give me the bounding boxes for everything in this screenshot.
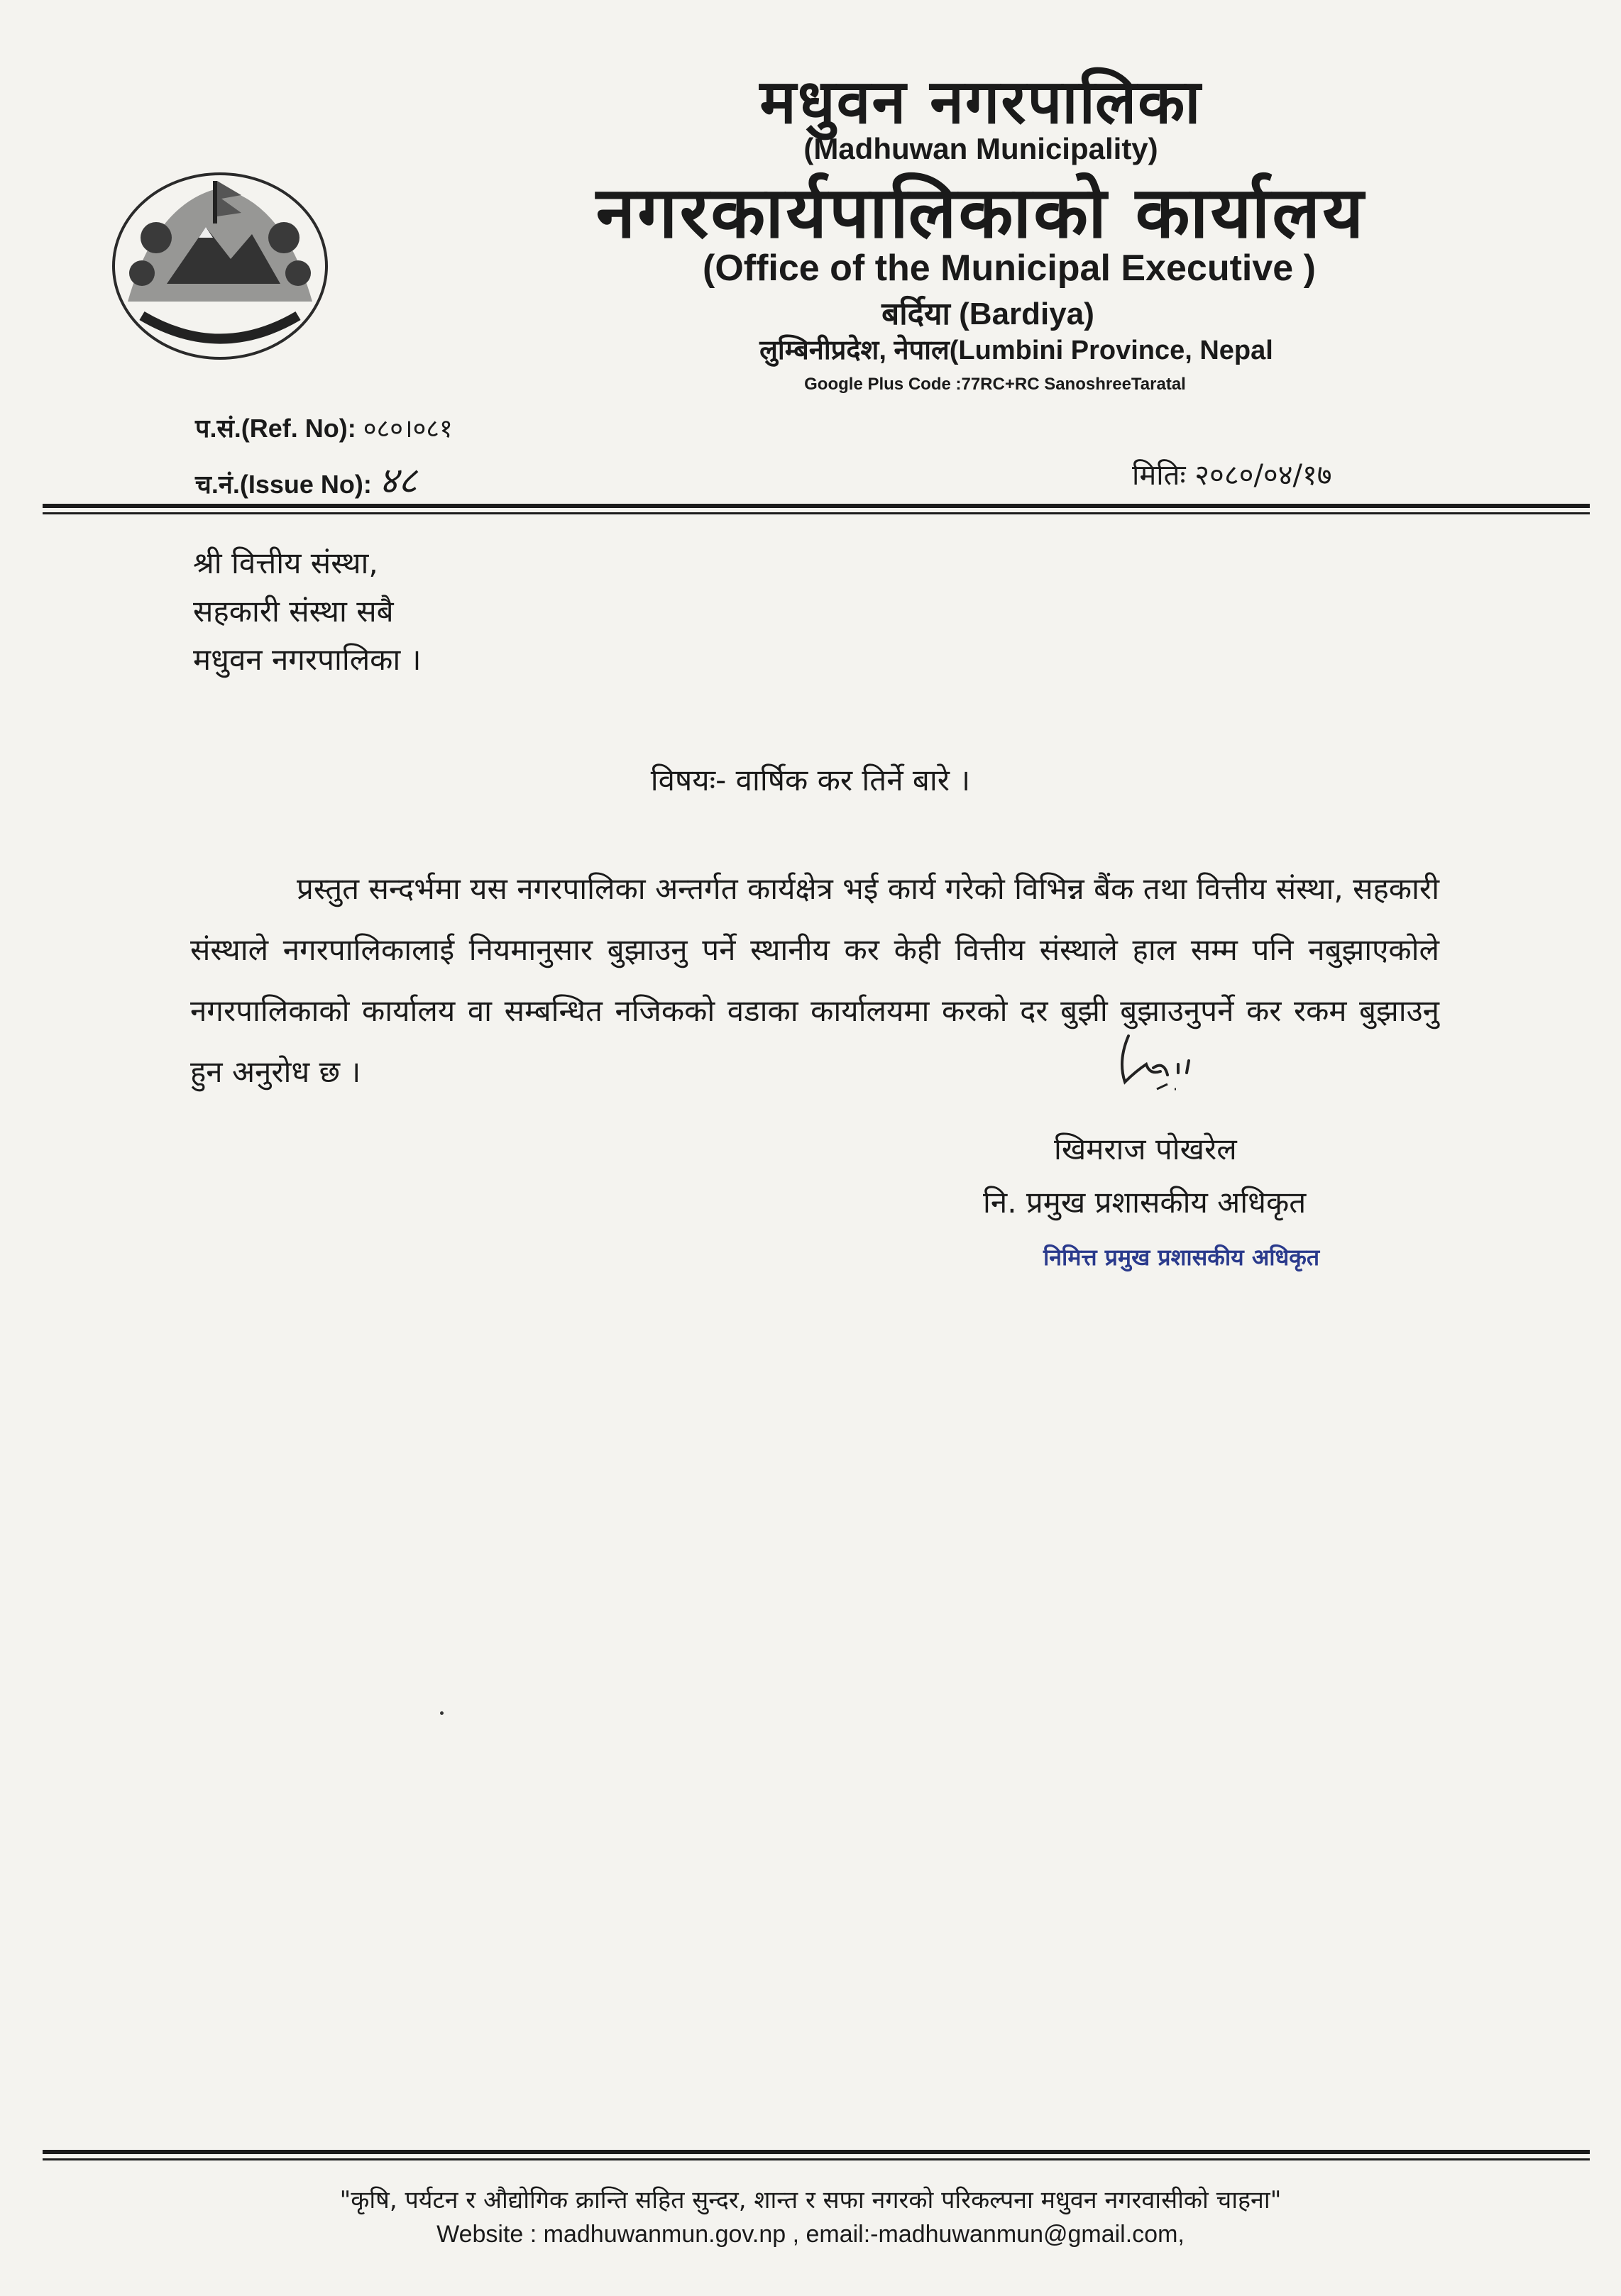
footer-rule-thin (43, 2158, 1590, 2160)
issue-value: ४८ (378, 460, 417, 502)
letter-date (1132, 454, 1332, 493)
province-name: लुम्बिनीप्रदेश, नेपाल(Lumbini Province, Nepal (759, 336, 1273, 365)
date-label: मितिः (1132, 459, 1186, 492)
signer-title: नि. प्रमुख प्रशासकीय अधिकृत (983, 1185, 1307, 1220)
issue-label: च.नं.(Issue No): (195, 470, 372, 499)
footer-rule (43, 2150, 1590, 2154)
letter-body: प्रस्तुत सन्दर्भमा यस नगरपालिका अन्तर्गत कार्यक्षेत्र भई कार्य गरेको विभिन्न बैंक तथा वित्तीय संस्था, सहकारी संस्थाले नगरपालिकालाई नियमानुसार बुझाउनु पर्ने स्थानीय कर केही वित्तीय संस्थाले हाल सम्म पनि नबुझाएकोले नगरपालिकाको कार्यालय वा सम्बन्धित नजिकको वडाका कार्यालयमा करको दर बुझी बुझाउनुपर्ने कर रकम बुझाउनु हुन अनुरोध छ । (190, 871, 1439, 1089)
header-rule-thin (43, 512, 1590, 514)
addressee-block (193, 539, 422, 684)
date-value: २०८०/०४/१७ (1194, 459, 1332, 492)
ref-value: ०८०।०८१ (363, 414, 453, 443)
signer-name: खिमराज पोखरेल (1054, 1132, 1237, 1166)
district-name: बर्दिया (Bardiya) (881, 297, 1094, 331)
office-name-english: (Office of the Municipal Executive ) (703, 248, 1316, 289)
footer-contact: Website : madhuwanmun.gov.np , email:-madhuwanmun@gmail.com, (436, 2221, 1185, 2248)
header-rule (43, 504, 1590, 508)
handwritten-signature (1107, 1022, 1221, 1100)
footer-motto: "कृषि, पर्यटन र औद्योगिक क्रान्ति सहित सुन्दर, शान्त र सफा नगरको परिकल्पना मधुवन नगरवासीको चाहना" (339, 2186, 1282, 2214)
ref-label: प.सं.(Ref. No): (195, 414, 356, 443)
plus-code: Google Plus Code :77RC+RC SanoshreeTaratal (804, 375, 1186, 394)
subject-line: विषयः- वार्षिक कर तिर्ने बारे । (650, 763, 971, 797)
addressee-line: मधुवन नगरपालिका । (193, 642, 422, 677)
org-name-english: (Madhuwan Municipality) (803, 132, 1158, 165)
office-name-nepali: नगरकार्यपालिकाको कार्यालय (595, 171, 1366, 254)
issue-number (195, 454, 417, 504)
addressee-line: सहकारी संस्था सबै (193, 594, 394, 629)
org-name-nepali: मधुवन नगरपालिका (759, 67, 1202, 138)
official-stamp: निमित्त प्रमुख प्रशासकीय अधिकृत (1043, 1244, 1320, 1271)
stray-mark (440, 1711, 444, 1715)
ref-number (195, 410, 453, 445)
addressee-line: श्री वित्तीय संस्था, (193, 546, 378, 580)
